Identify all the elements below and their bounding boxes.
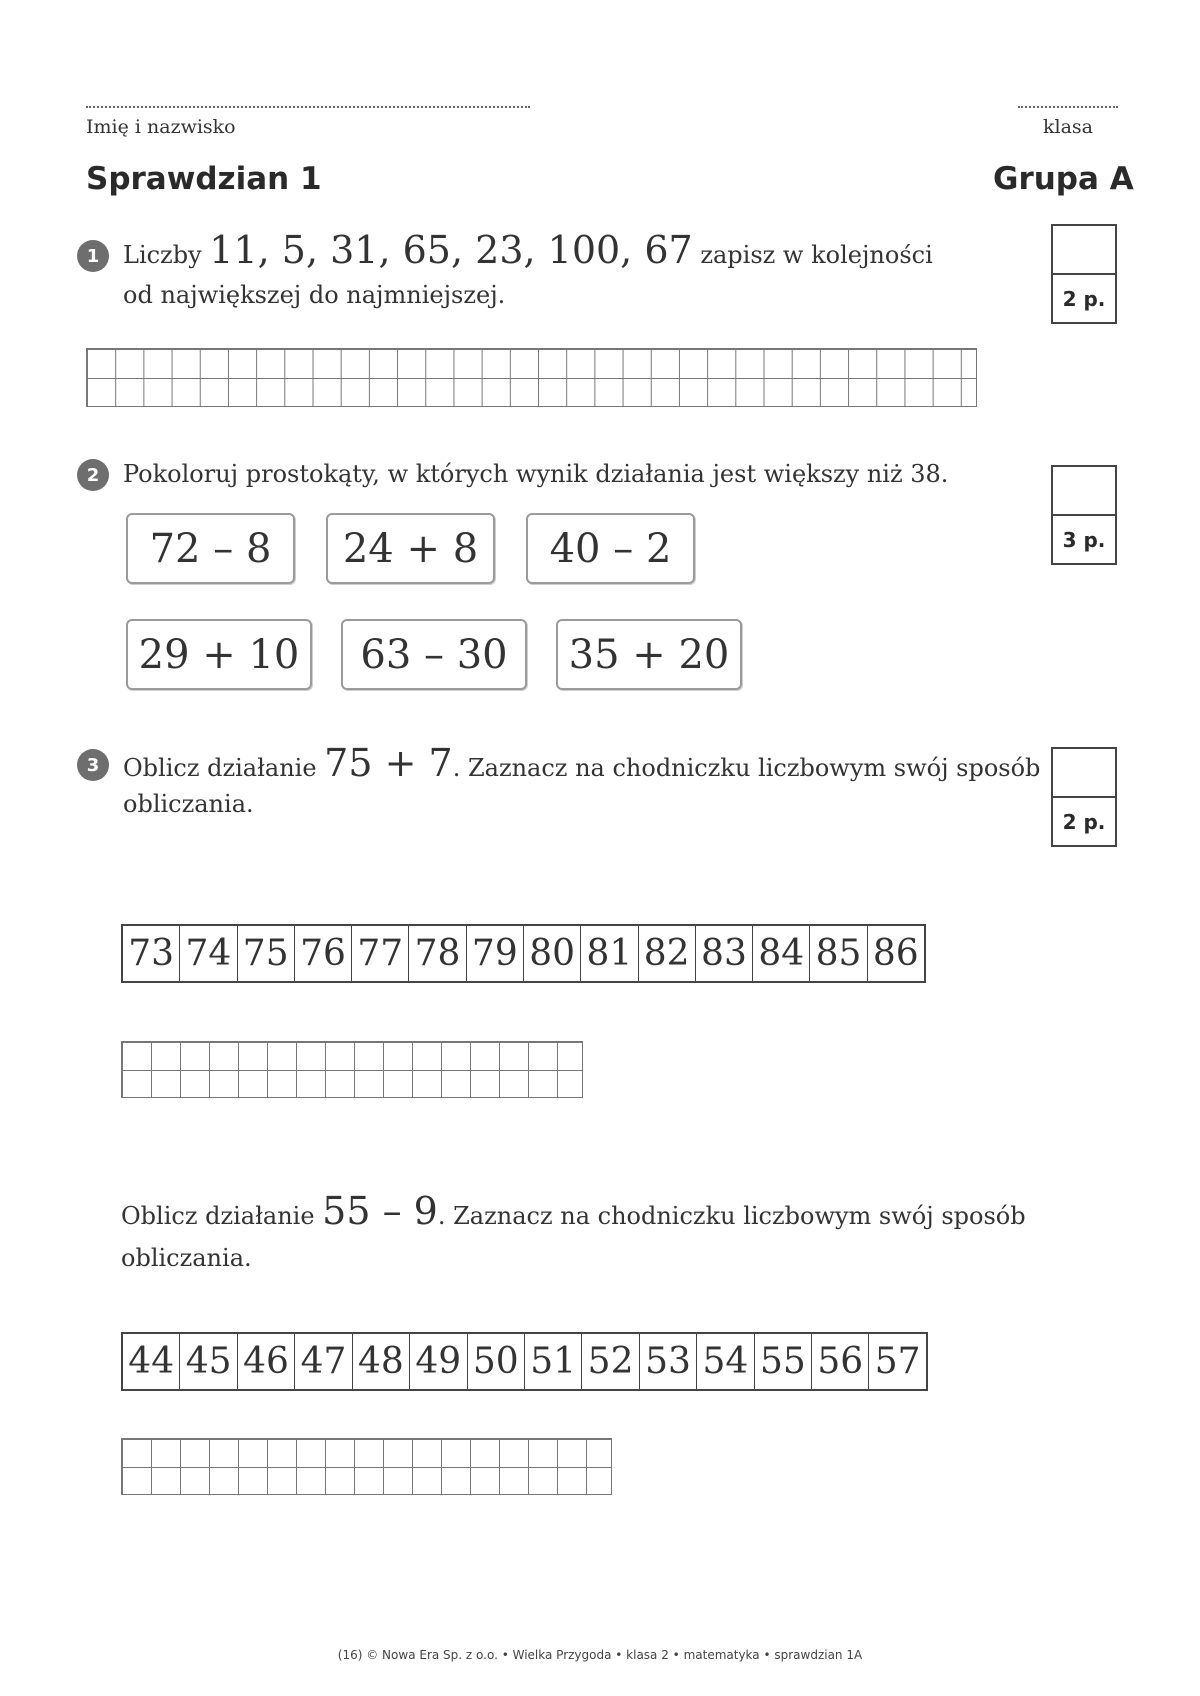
page-footer: (16) © Nowa Era Sp. z o.o. • Wielka Przygoda • klasa 2 • matematyka • sprawdzian 1A (337, 1648, 863, 1662)
task-3-text-after: . Zaznacz na chodniczku liczbowym swój sposób (452, 754, 1041, 782)
name-label: Imię i nazwisko (86, 116, 236, 138)
task-3b-text (121, 1189, 1026, 1235)
task-1-text-after: zapisz w kolejności (700, 241, 933, 269)
operation-box[interactable]: 29 + 10 (126, 619, 312, 690)
strip-cell[interactable]: 77 (352, 926, 409, 981)
task-3-text-line2: obliczania. (123, 790, 254, 818)
strip-cell[interactable]: 56 (812, 1334, 869, 1389)
operation-box[interactable]: 35 + 20 (556, 619, 742, 690)
task-3-expression: 75 + 7 (324, 741, 453, 785)
strip-cell[interactable]: 80 (524, 926, 581, 981)
strip-cell[interactable]: 75 (238, 926, 295, 981)
task-3-text-before: Oblicz działanie (123, 754, 317, 782)
strip-cell[interactable]: 50 (468, 1334, 525, 1389)
strip-cell[interactable]: 44 (123, 1334, 180, 1389)
strip-cell[interactable]: 47 (295, 1334, 352, 1389)
number-strip-1 (121, 924, 926, 983)
strip-cell[interactable]: 46 (238, 1334, 295, 1389)
class-label: klasa (1043, 116, 1093, 138)
strip-cell[interactable]: 83 (696, 926, 753, 981)
task-1-text-line2: od największej do najmniejszej. (123, 281, 506, 309)
task-2-text: Pokoloruj prostokąty, w których wynik działania jest większy niż 38. (123, 460, 949, 488)
task-3-score-box[interactable] (1051, 747, 1117, 847)
strip-cell[interactable]: 51 (525, 1334, 582, 1389)
strip-cell[interactable]: 48 (353, 1334, 410, 1389)
task-1-score-box[interactable] (1051, 224, 1117, 324)
strip-cell[interactable]: 84 (753, 926, 810, 981)
task-3-number: 3 (77, 749, 109, 781)
strip-cell[interactable]: 76 (295, 926, 352, 981)
task-2-number: 2 (77, 459, 109, 491)
task-3-score-field[interactable] (1053, 749, 1115, 798)
strip-cell[interactable]: 52 (582, 1334, 639, 1389)
group-label: Grupa A (993, 161, 1134, 197)
strip-cell[interactable]: 86 (872, 933, 919, 974)
task-1-numbers: 11, 5, 31, 65, 23, 100, 67 (209, 228, 693, 272)
strip-cell[interactable]: 74 (180, 926, 237, 981)
strip-cell[interactable]: 73 (123, 926, 180, 981)
strip-cell[interactable]: 85 (810, 926, 867, 981)
task-1-answer-grid[interactable] (86, 348, 977, 407)
number-strip-2 (121, 1332, 928, 1391)
strip-cell[interactable]: 79 (467, 926, 524, 981)
strip-cell[interactable]: 81 (581, 926, 638, 981)
task-1-score-field[interactable] (1053, 226, 1115, 275)
operation-box[interactable]: 63 – 30 (341, 619, 527, 690)
operation-box[interactable]: 24 + 8 (326, 513, 495, 584)
strip-cell[interactable]: 49 (410, 1334, 467, 1389)
task-1-text (123, 228, 933, 274)
task-3-text (123, 741, 1041, 787)
name-line[interactable] (86, 106, 530, 108)
task-2-points: 3 p. (1062, 527, 1106, 552)
strip-cell[interactable]: 45 (180, 1334, 237, 1389)
task-1-text-before: Liczby (123, 241, 202, 269)
task-2-score-box[interactable] (1051, 465, 1117, 565)
task-3-points: 2 p. (1062, 809, 1106, 834)
task-3b-answer-grid[interactable] (121, 1438, 612, 1495)
operation-box[interactable]: 40 – 2 (526, 513, 695, 584)
strip-cell[interactable]: 57 (874, 1341, 921, 1382)
task-1-number: 1 (77, 240, 109, 272)
operation-box[interactable]: 72 – 8 (126, 513, 295, 584)
task-3-answer-grid[interactable] (121, 1041, 583, 1098)
task-3b-expression: 55 – 9 (322, 1189, 438, 1233)
task-3b-text-before: Oblicz działanie (121, 1202, 315, 1230)
task-2-score-field[interactable] (1053, 467, 1115, 516)
class-line[interactable] (1018, 106, 1118, 108)
task-3b-text-after: . Zaznacz na chodniczku liczbowym swój sposób (437, 1202, 1026, 1230)
strip-cell[interactable]: 55 (755, 1334, 812, 1389)
strip-cell[interactable]: 78 (409, 926, 466, 981)
page-title: Sprawdzian 1 (86, 161, 322, 197)
task-1-points: 2 p. (1062, 286, 1106, 311)
strip-cell[interactable]: 53 (640, 1334, 697, 1389)
strip-cell[interactable]: 82 (639, 926, 696, 981)
strip-cell[interactable]: 54 (697, 1334, 754, 1389)
task-3b-text-line2: obliczania. (121, 1244, 252, 1272)
